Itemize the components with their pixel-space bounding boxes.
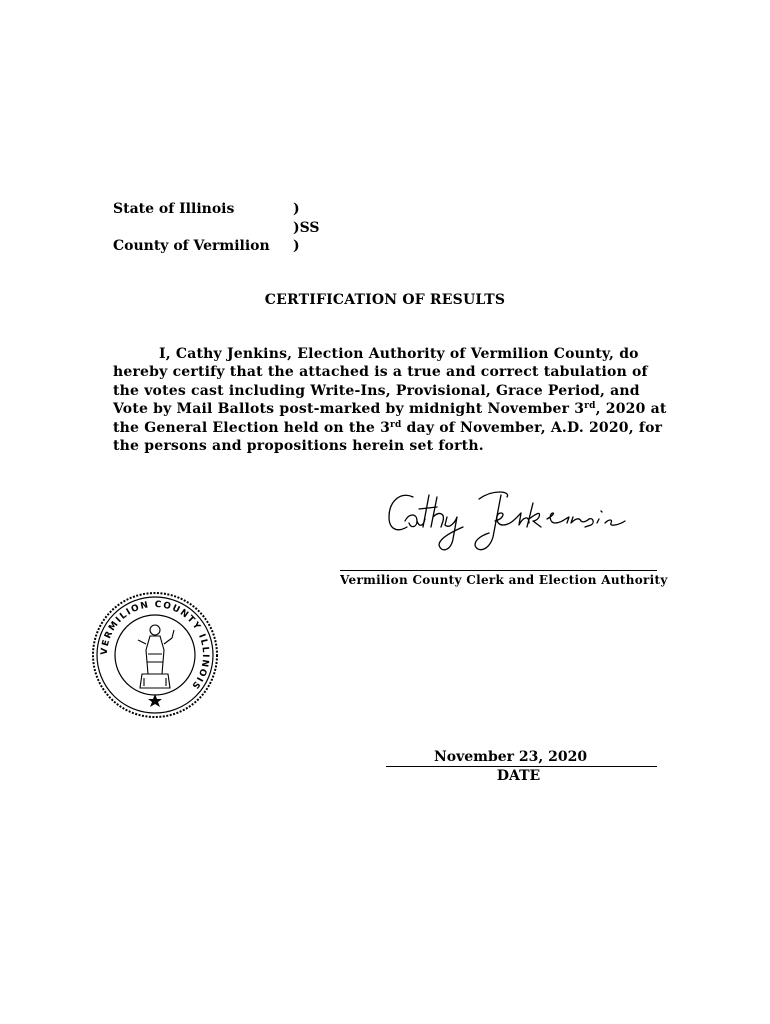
state-paren: ) [293,201,300,217]
date-label: DATE [496,768,541,784]
county-label: County of Vermilion [113,238,270,254]
body-line: hereby certify that the attached is a true and correct tabulation of [113,364,648,381]
signature-line [340,570,657,571]
document-title: CERTIFICATION OF RESULTS [264,292,506,308]
svg-text:VERMILION COUNTY ILLINOIS: VERMILION COUNTY ILLINOIS [99,599,211,692]
state-label: State of Illinois [113,201,235,217]
date-field [386,748,657,767]
handwritten-signature [383,483,633,558]
body-line: I, Cathy Jenkins, Election Authority of Vermilion County, do [159,346,639,362]
signature-caption: Vermilion County Clerk and Election Authority [340,573,668,587]
date-value: November 23, 2020 [434,749,588,765]
body-line: the persons and propositions herein set forth. [113,438,484,455]
ss-label: )SS [293,220,320,236]
body-line: Vote by Mail Ballots post-marked by midnight November 3rd, 2020 at [113,401,667,418]
body-line: the General Election held on the 3rd day of November, A.D. 2020, for [113,419,663,436]
body-line: the votes cast including Write-Ins, Provisional, Grace Period, and [113,382,640,399]
county-paren: ) [293,238,300,254]
certification-paragraph [113,345,667,455]
county-seal [90,590,220,720]
